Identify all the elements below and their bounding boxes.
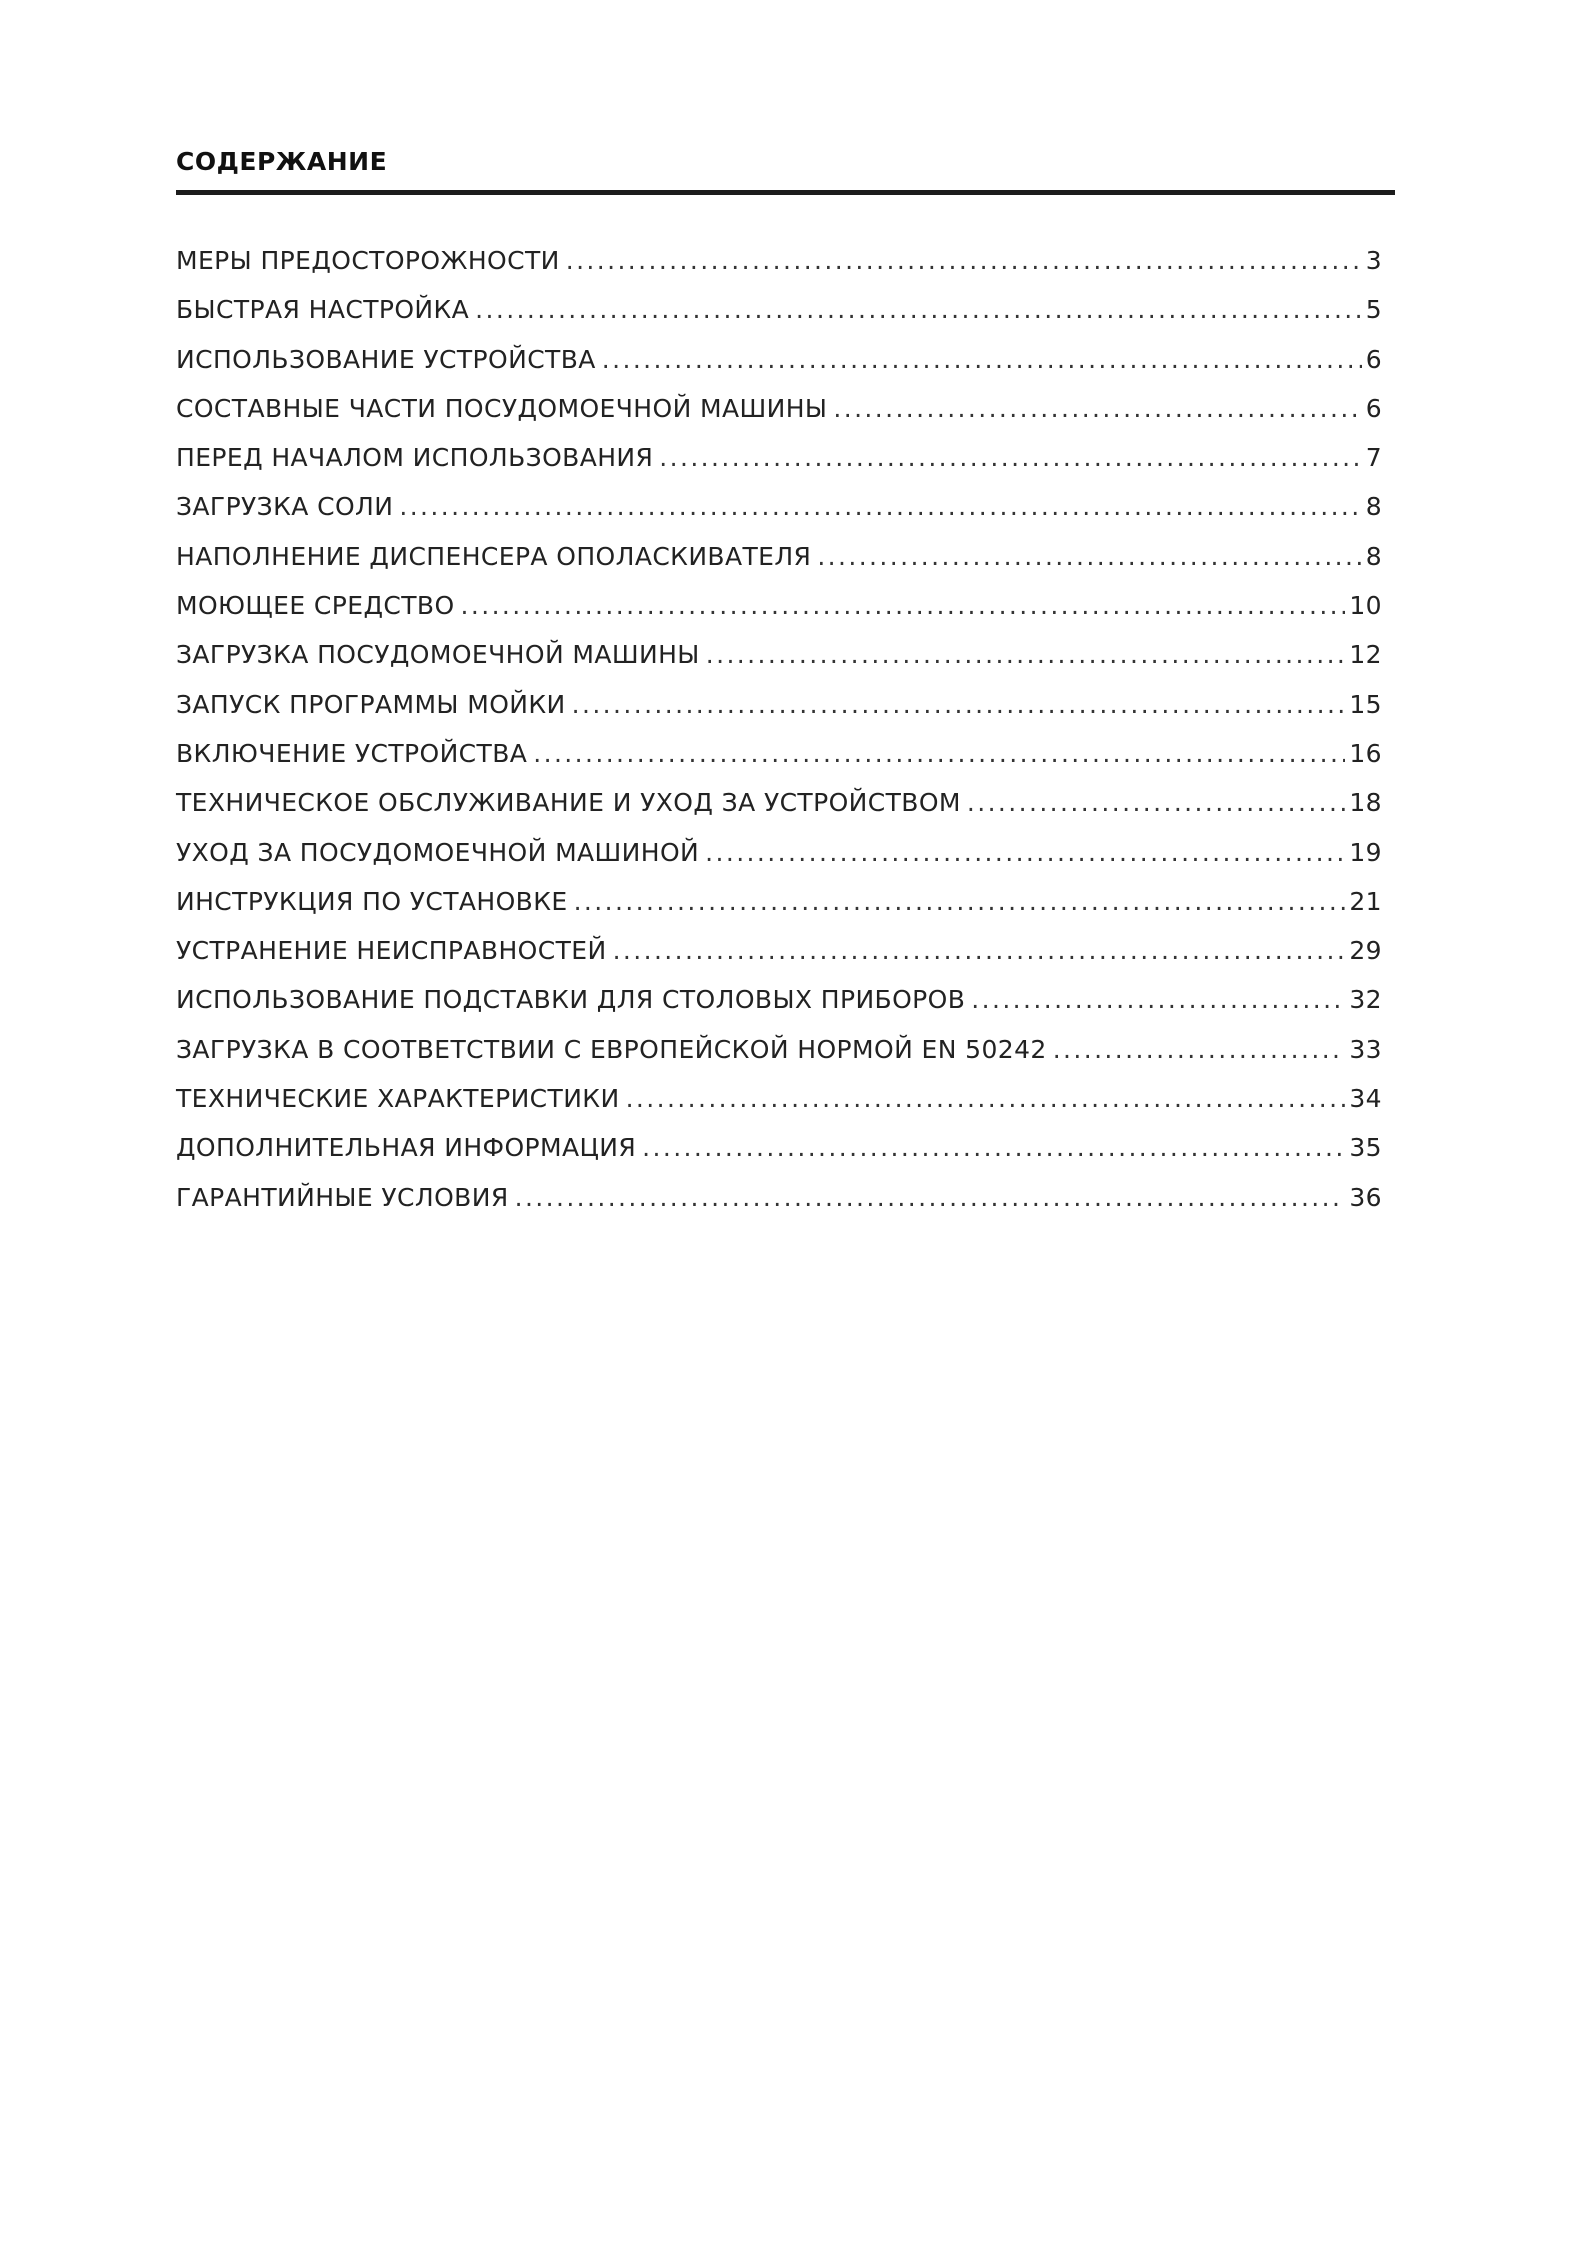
toc-entry-page: 36 — [1349, 1182, 1382, 1212]
toc-entry[interactable] — [176, 581, 1382, 630]
toc-entry-title: НАПОЛНЕНИЕ ДИСПЕНСЕРА ОПОЛАСКИВАТЕЛЯ — [176, 541, 812, 571]
toc-entry-page: 12 — [1349, 640, 1382, 670]
toc-entry-page: 6 — [1365, 393, 1382, 423]
toc-entry[interactable] — [176, 335, 1382, 384]
toc-entry-title: ЗАГРУЗКА ПОСУДОМОЕЧНОЙ МАШИНЫ — [176, 640, 700, 670]
toc-entry-title: БЫСТРАЯ НАСТРОЙКА — [176, 295, 470, 325]
toc-entry-title: ВКЛЮЧЕНИЕ УСТРОЙСТВА — [176, 738, 528, 768]
toc-entry[interactable] — [176, 877, 1382, 926]
toc-entry[interactable] — [176, 482, 1382, 531]
toc-entry[interactable] — [176, 975, 1382, 1024]
toc-dot-leader — [642, 1123, 1345, 1172]
toc-entry-page: 18 — [1349, 788, 1382, 818]
toc-entry-title: УХОД ЗА ПОСУДОМОЕЧНОЙ МАШИНОЙ — [176, 837, 700, 867]
toc-entry-page: 7 — [1365, 443, 1382, 473]
toc-entry[interactable] — [176, 1123, 1382, 1172]
toc-dot-leader — [706, 630, 1346, 679]
toc-entry-page: 34 — [1349, 1084, 1382, 1114]
toc-dot-leader — [817, 532, 1361, 581]
toc-entry-title: ЗАГРУЗКА В СООТВЕТСТВИИ С ЕВРОПЕЙСКОЙ НОРМОЙ EN 50242 — [176, 1034, 1047, 1064]
toc-entry-title: МОЮЩЕЕ СРЕДСТВО — [176, 591, 455, 621]
toc-dot-leader — [971, 975, 1345, 1024]
toc-entry[interactable] — [176, 384, 1382, 433]
toc-entry-page: 8 — [1365, 492, 1382, 522]
toc-dot-leader — [602, 335, 1362, 384]
toc-entry-page: 3 — [1365, 246, 1382, 275]
toc-dot-leader — [705, 828, 1345, 877]
toc-entry-page: 15 — [1349, 689, 1382, 719]
toc-entry-page: 32 — [1349, 985, 1382, 1015]
toc-entry-title: ТЕХНИЧЕСКИЕ ХАРАКТЕРИСТИКИ — [176, 1084, 620, 1114]
toc-entry-page: 21 — [1349, 886, 1382, 916]
toc-entry[interactable] — [176, 778, 1382, 827]
toc-entry-page: 16 — [1349, 738, 1382, 768]
toc-dot-leader — [515, 1173, 1346, 1222]
toc-entry[interactable] — [176, 433, 1382, 482]
toc-entry-title: ПЕРЕД НАЧАЛОМ ИСПОЛЬЗОВАНИЯ — [176, 443, 654, 473]
toc-entry-title: ЗАГРУЗКА СОЛИ — [176, 492, 394, 522]
toc-dot-leader — [626, 1074, 1346, 1123]
toc-list — [176, 236, 1382, 1222]
toc-dot-leader — [613, 926, 1346, 975]
toc-entry-page: 10 — [1349, 591, 1382, 621]
toc-entry-title: ИСПОЛЬЗОВАНИЕ ПОДСТАВКИ ДЛЯ СТОЛОВЫХ ПРИБОРОВ — [176, 985, 966, 1015]
toc-entry-title: ИНСТРУКЦИЯ ПО УСТАНОВКЕ — [176, 886, 568, 916]
toc-dot-leader — [574, 877, 1346, 926]
toc-dot-leader — [461, 581, 1346, 630]
toc-entry[interactable] — [176, 630, 1382, 679]
toc-entry-title: СОСТАВНЫЕ ЧАСТИ ПОСУДОМОЕЧНОЙ МАШИНЫ — [176, 393, 828, 423]
toc-dot-leader — [833, 384, 1361, 433]
toc-entry-title: ДОПОЛНИТЕЛЬНАЯ ИНФОРМАЦИЯ — [176, 1133, 637, 1163]
toc-heading: СОДЕРЖАНИЕ — [176, 147, 388, 176]
toc-entry-title: ГАРАНТИЙНЫЕ УСЛОВИЯ — [176, 1182, 509, 1212]
toc-entry-page: 33 — [1349, 1034, 1382, 1064]
toc-entry[interactable] — [176, 236, 1382, 285]
toc-entry-page: 19 — [1349, 837, 1382, 867]
toc-entry-page: 29 — [1349, 936, 1382, 966]
toc-entry[interactable] — [176, 285, 1382, 334]
toc-entry[interactable] — [176, 1025, 1382, 1074]
toc-entry-page: 6 — [1365, 344, 1382, 374]
toc-entry-title: ТЕХНИЧЕСКОЕ ОБСЛУЖИВАНИЕ И УХОД ЗА УСТРОЙСТВОМ — [176, 788, 961, 818]
toc-entry[interactable] — [176, 532, 1382, 581]
toc-dot-leader — [475, 285, 1362, 334]
toc-entry[interactable] — [176, 926, 1382, 975]
toc-entry-page: 8 — [1365, 541, 1382, 571]
toc-dot-leader — [566, 236, 1362, 285]
toc-dot-leader — [1053, 1025, 1346, 1074]
toc-entry[interactable] — [176, 680, 1382, 729]
toc-dot-leader — [967, 778, 1345, 827]
toc-entry[interactable] — [176, 1173, 1382, 1222]
toc-entry-title: ИСПОЛЬЗОВАНИЕ УСТРОЙСТВА — [176, 344, 596, 374]
toc-entry-page: 5 — [1365, 295, 1382, 325]
toc-entry-page: 35 — [1349, 1133, 1382, 1163]
toc-entry[interactable] — [176, 729, 1382, 778]
toc-entry-title: МЕРЫ ПРЕДОСТОРОЖНОСТИ — [176, 246, 560, 275]
toc-dot-leader — [399, 482, 1361, 531]
toc-dot-leader — [533, 729, 1345, 778]
heading-divider — [176, 190, 1395, 195]
toc-entry[interactable] — [176, 828, 1382, 877]
toc-dot-leader — [572, 680, 1346, 729]
toc-dot-leader — [659, 433, 1361, 482]
toc-entry-title: ЗАПУСК ПРОГРАММЫ МОЙКИ — [176, 689, 566, 719]
toc-entry-title: УСТРАНЕНИЕ НЕИСПРАВНОСТЕЙ — [176, 936, 607, 966]
toc-entry[interactable] — [176, 1074, 1382, 1123]
